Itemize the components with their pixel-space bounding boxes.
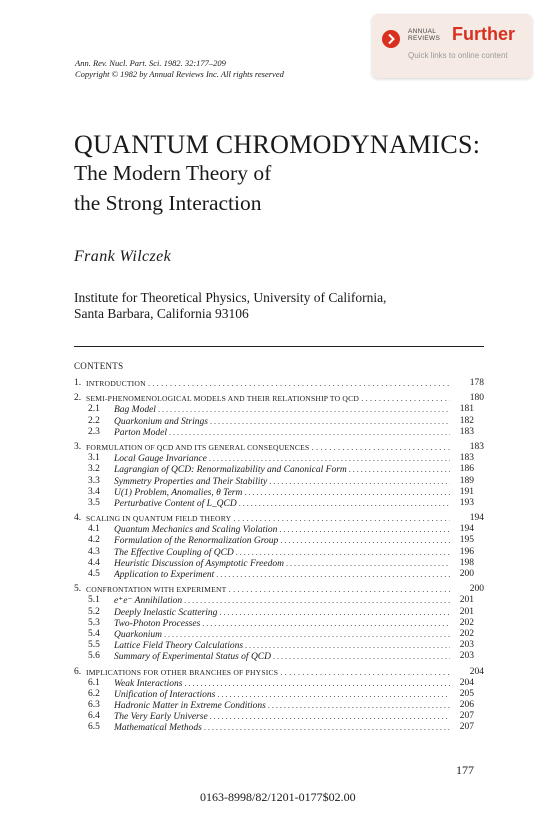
entry-number: 2.1 (88, 404, 100, 415)
further-links-badge[interactable] (372, 14, 532, 78)
entry-title: Symmetry Properties and Their Stability . . . (114, 476, 450, 488)
entry-number: 3.1 (88, 453, 100, 464)
entry-number: 5. (74, 584, 82, 595)
entry-title: U(1) Problem, Anomalies, θ Term . . . (114, 487, 450, 499)
entry-title: Two-Photon Processes . . . (114, 618, 450, 630)
entry-title: Mathematical Methods . . . (114, 722, 450, 734)
entry-title: Summary of Experimental Status of QCD . . . (114, 651, 450, 663)
entry-number: 2. (74, 393, 82, 404)
entry-title: e⁺e⁻ Annihilation . . . (114, 595, 450, 607)
toc-subsection-entry[interactable] (74, 640, 484, 651)
toc-subsection-entry[interactable] (74, 700, 484, 711)
entry-title: Quarkonium and Strings . . . (114, 416, 450, 428)
toc-subsection-entry[interactable] (74, 416, 484, 427)
entry-page: 194 (469, 513, 484, 524)
article-title-line1: QUANTUM CHROMODYNAMICS: (74, 130, 481, 159)
entry-page: 200 (469, 584, 484, 595)
entry-title: FORMULATION OF QCD AND ITS GENERAL CONSEQUENCES . . . (86, 442, 450, 453)
entry-title: Formulation of the Renormalization Group . . . (114, 535, 450, 547)
entry-number: 3.3 (88, 475, 100, 486)
toc-subsection-entry[interactable] (74, 629, 484, 640)
entry-number: 4.5 (88, 569, 100, 579)
entry-page: 201 (459, 606, 474, 617)
entry-number: 6.3 (88, 700, 100, 711)
toc-section-entry[interactable] (74, 378, 484, 389)
article-title-line3: the Strong Interaction (74, 191, 262, 215)
entry-page: 205 (459, 688, 474, 699)
entry-number: 5.2 (88, 606, 100, 617)
section-divider (74, 346, 484, 347)
entry-page: 194 (459, 524, 474, 535)
entry-number: 4.2 (88, 535, 100, 546)
entry-title: INTRODUCTION . . . (86, 378, 450, 389)
entry-page: 193 (459, 497, 474, 508)
article-title-line2: The Modern Theory of (74, 161, 272, 185)
toc-section-entry[interactable] (74, 667, 484, 678)
entry-title: Application to Experiment . . . (114, 569, 450, 581)
entry-number: 4.4 (88, 557, 100, 568)
entry-page: 200 (459, 569, 474, 579)
entry-page: 191 (459, 486, 474, 497)
entry-page: 195 (459, 535, 474, 546)
entry-number: 6. (74, 666, 82, 677)
badge-tagline: Quick links to online content (408, 51, 508, 60)
entry-page: 204 (459, 677, 474, 688)
entry-page: 183 (459, 426, 474, 437)
toc-subsection-entry[interactable] (74, 678, 484, 689)
contents-heading: CONTENTS (74, 361, 124, 371)
entry-number: 6.2 (88, 688, 100, 699)
toc-section-entry[interactable] (74, 393, 484, 404)
toc-section (74, 393, 484, 438)
annual-reviews-brand: ANNUAL REVIEWS (408, 28, 441, 42)
entry-title: SCALING IN QUANTUM FIELD THEORY . . . (86, 513, 450, 524)
toc-section (74, 378, 484, 389)
toc-section (74, 513, 484, 580)
entry-page: 180 (469, 393, 484, 404)
entry-page: 178 (469, 378, 484, 388)
toc-subsection-entry[interactable] (74, 651, 484, 662)
toc-subsection-entry[interactable] (74, 547, 484, 558)
entry-page: 196 (459, 546, 474, 557)
entry-title: Hadronic Matter in Extreme Conditions . . . (114, 700, 450, 712)
further-label: Further (452, 24, 515, 44)
entry-number: 2.3 (88, 426, 100, 437)
entry-title: Lattice Field Theory Calculations . . . (114, 640, 450, 652)
entry-number: 3.2 (88, 464, 100, 475)
entry-title: Deeply Inelastic Scattering . . . (114, 607, 450, 619)
entry-title: CONFRONTATION WITH EXPERIMENT . . . (86, 584, 450, 595)
entry-number: 6.4 (88, 711, 100, 722)
entry-title: The Effective Coupling of QCD . . . (114, 547, 450, 559)
entry-number: 4.3 (88, 546, 100, 557)
toc-section (74, 442, 484, 509)
entry-page: 182 (459, 415, 474, 426)
entry-number: 5.4 (88, 628, 100, 639)
entry-page: 207 (459, 711, 474, 722)
toc-subsection-entry[interactable] (74, 404, 484, 415)
toc-subsection-entry[interactable] (74, 595, 484, 606)
toc-subsection-entry[interactable] (74, 711, 484, 722)
entry-page: 203 (459, 640, 474, 651)
entry-number: 4. (74, 513, 82, 524)
entry-title: The Very Early Universe . . . (114, 711, 450, 723)
affiliation-line1: Institute for Theoretical Physics, University of California, (74, 290, 387, 305)
entry-title: Unification of Interactions . . . (114, 689, 450, 701)
toc-subsection-entry[interactable] (74, 722, 484, 733)
author-name: Frank Wilczek (74, 248, 172, 265)
toc-subsection-entry[interactable] (74, 618, 484, 629)
entry-title: IMPLICATIONS FOR OTHER BRANCHES OF PHYSICS . . . (86, 667, 450, 678)
entry-page: 189 (459, 475, 474, 486)
journal-citation: Ann. Rev. Nucl. Part. Sci. 1982. 32:177–209 (75, 58, 226, 68)
entry-number: 5.5 (88, 640, 100, 651)
entry-title: Local Gauge Invariance . . . (114, 453, 450, 465)
toc-section-entry[interactable] (74, 442, 484, 453)
toc-subsection-entry[interactable] (74, 464, 484, 475)
toc-section (74, 584, 484, 662)
entry-number: 3.5 (88, 497, 100, 508)
table-of-contents (74, 378, 484, 738)
entry-title: Perturbative Content of L_QCD . . . (114, 498, 450, 510)
entry-number: 5.3 (88, 617, 100, 628)
entry-page: 186 (459, 464, 474, 475)
entry-number: 3.4 (88, 486, 100, 497)
affiliation-line2: Santa Barbara, California 93106 (74, 306, 249, 321)
entry-title: Heuristic Discussion of Asymptotic Freedom . . . (114, 558, 450, 570)
toc-section-entry[interactable] (74, 584, 484, 595)
entry-number: 5.1 (88, 595, 100, 606)
entry-page: 181 (459, 404, 474, 415)
issn-code: 0163-8998/82/1201-0177$02.00 (200, 790, 356, 804)
entry-page: 207 (459, 722, 474, 733)
entry-title: SEMI-PHENOMENOLOGICAL MODELS AND THEIR RELATIONSHIP TO QCD . . . (86, 393, 450, 404)
toc-subsection-entry[interactable] (74, 558, 484, 569)
toc-subsection-entry[interactable] (74, 498, 484, 509)
toc-subsection-entry[interactable] (74, 487, 484, 498)
toc-subsection-entry[interactable] (74, 569, 484, 580)
toc-subsection-entry[interactable] (74, 535, 484, 546)
entry-number: 2.2 (88, 415, 100, 426)
entry-title: Quantum Mechanics and Scaling Violation . . . (114, 524, 450, 536)
toc-subsection-entry[interactable] (74, 607, 484, 618)
entry-page: 204 (469, 666, 484, 677)
toc-subsection-entry[interactable] (74, 476, 484, 487)
toc-subsection-entry[interactable] (74, 689, 484, 700)
entry-page: 198 (459, 557, 474, 568)
toc-section (74, 667, 484, 734)
page-number: 177 (456, 763, 474, 777)
entry-page: 183 (459, 453, 474, 464)
entry-page: 203 (459, 651, 474, 662)
entry-number: 5.6 (88, 651, 100, 662)
entry-page: 206 (459, 700, 474, 711)
entry-number: 3. (74, 441, 82, 452)
entry-title: Parton Model . . . (114, 427, 450, 439)
entry-number: 1. (74, 378, 82, 388)
entry-title: Quarkonium . . . (114, 629, 450, 641)
toc-subsection-entry[interactable] (74, 427, 484, 438)
entry-page: 202 (459, 617, 474, 628)
entry-number: 6.1 (88, 677, 100, 688)
toc-subsection-entry[interactable] (74, 524, 484, 535)
entry-title: Weak Interactions . . . (114, 678, 450, 690)
entry-number: 6.5 (88, 722, 100, 733)
entry-title: Bag Model . . . (114, 404, 450, 416)
entry-page: 183 (469, 441, 484, 452)
entry-number: 4.1 (88, 524, 100, 535)
copyright-notice: Copyright © 1982 by Annual Reviews Inc. All rights reserved (75, 69, 284, 79)
entry-page: 201 (459, 595, 474, 606)
entry-page: 202 (459, 628, 474, 639)
chevron-right-icon (382, 30, 400, 48)
toc-section-entry[interactable] (74, 513, 484, 524)
entry-title: Lagrangian of QCD: Renormalizability and Canonical Form . . . (114, 464, 450, 476)
toc-subsection-entry[interactable] (74, 453, 484, 464)
